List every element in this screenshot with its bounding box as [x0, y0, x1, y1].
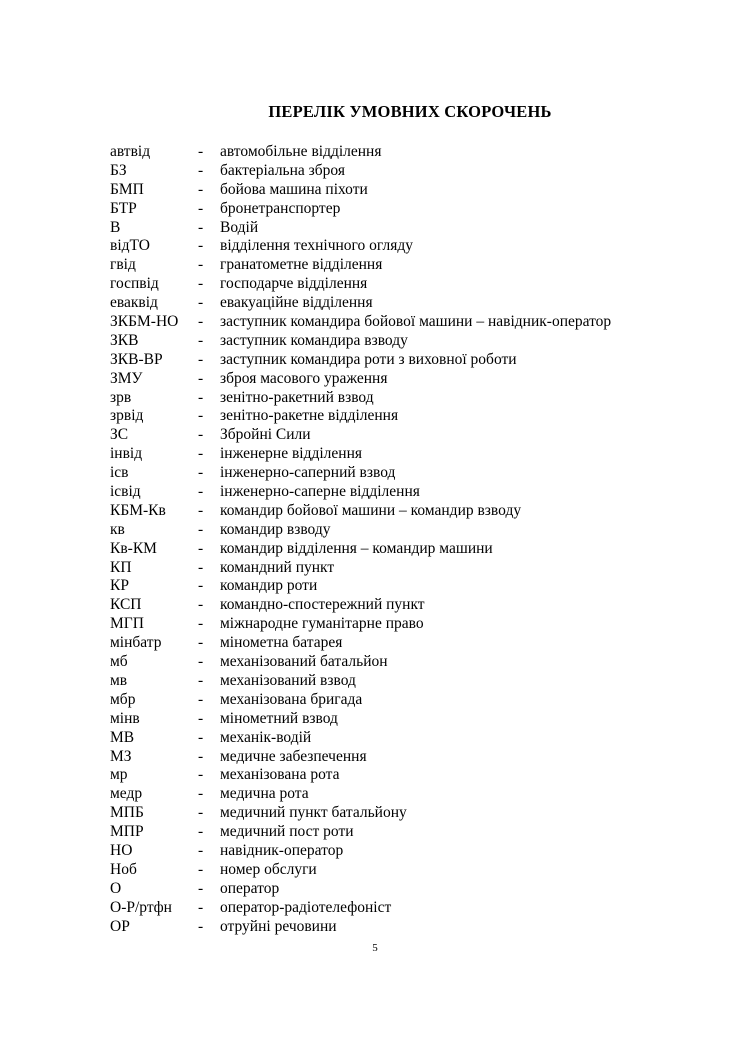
abbreviations-list [110, 143, 670, 936]
abbreviation-description: медичний пост роти [220, 823, 354, 841]
abbreviation-description: командир взводу [220, 520, 331, 538]
dash-separator: - [198, 407, 204, 425]
abbreviation-description: бойова машина піхоти [220, 180, 368, 198]
page-title: ПЕРЕЛІК УМОВНИХ СКОРОЧЕНЬ [268, 102, 552, 121]
abbreviation-description: заступник командира бойової машини – навідник-оператор [220, 313, 612, 331]
abbreviation-row [110, 219, 670, 238]
abbreviation-description: бактеріальна зброя [220, 161, 346, 179]
dash-separator: - [198, 841, 204, 859]
abbreviation-description: механізований батальйон [220, 653, 388, 671]
abbreviation: ЗМУ [110, 369, 143, 387]
dash-separator: - [198, 294, 204, 312]
abbreviation: мінбатр [110, 634, 162, 652]
dash-separator: - [198, 690, 204, 708]
abbreviation-description: командно-спостережний пункт [220, 596, 425, 614]
abbreviation-row [110, 842, 670, 861]
dash-separator: - [198, 483, 204, 501]
abbreviation-description: медичне забезпечення [220, 747, 367, 765]
abbreviation-description: механізована рота [220, 766, 340, 784]
abbreviation-description: міжнародне гуманітарне право [220, 615, 424, 633]
abbreviation-row [110, 237, 670, 256]
abbreviation-row [110, 502, 670, 521]
dash-separator: - [198, 785, 204, 803]
abbreviation-row [110, 143, 670, 162]
abbreviation: БЗ [110, 161, 127, 179]
abbreviation-row [110, 691, 670, 710]
abbreviation: БТР [110, 199, 137, 217]
dash-separator: - [198, 331, 204, 349]
abbreviation-row [110, 804, 670, 823]
abbreviation: МПБ [110, 804, 144, 822]
abbreviation-row [110, 407, 670, 426]
dash-separator: - [198, 426, 204, 444]
abbreviation: мр [110, 766, 128, 784]
abbreviation: КП [110, 558, 132, 576]
dash-separator: - [198, 388, 204, 406]
abbreviation-description: зенітно-ракетний взвод [220, 388, 374, 406]
abbreviation-row [110, 653, 670, 672]
abbreviation-description: зенітно-ракетне відділення [220, 407, 399, 425]
abbreviation-description: автомобільне відділення [220, 143, 382, 160]
abbreviation: госпвід [110, 275, 159, 293]
dash-separator: - [198, 747, 204, 765]
abbreviation: Ноб [110, 860, 137, 878]
abbreviation: О-Р/ртфн [110, 898, 172, 916]
abbreviation-row [110, 332, 670, 351]
abbreviation: мв [110, 671, 128, 689]
abbreviation-description: інженерне відділення [220, 445, 362, 463]
abbreviation: гвід [110, 256, 136, 274]
dash-separator: - [198, 860, 204, 878]
abbreviation-description: заступник командира роти з виховної роботи [220, 350, 517, 368]
dash-separator: - [198, 653, 204, 671]
dash-separator: - [198, 501, 204, 519]
abbreviation: КСП [110, 596, 142, 614]
abbreviation: НО [110, 841, 133, 859]
abbreviation: ісв [110, 464, 129, 482]
abbreviation: КБМ-Кв [110, 501, 166, 519]
abbreviation-row [110, 861, 670, 880]
abbreviation-row [110, 899, 670, 918]
abbreviation-description: Збройні Сили [220, 426, 311, 444]
dash-separator: - [198, 237, 204, 255]
abbreviation-row [110, 748, 670, 767]
abbreviation-row [110, 880, 670, 899]
dash-separator: - [198, 256, 204, 274]
abbreviation: ОР [110, 917, 130, 935]
abbreviation-row [110, 729, 670, 748]
dash-separator: - [198, 879, 204, 897]
abbreviation: медр [110, 785, 143, 803]
abbreviation-description: медична рота [220, 785, 309, 803]
abbreviation-description: оператор-радіотелефоніст [220, 898, 392, 916]
abbreviation-row [110, 351, 670, 370]
abbreviation: мб [110, 653, 128, 671]
abbreviation-description: інженерно-саперне відділення [220, 483, 420, 501]
abbreviation-row [110, 615, 670, 634]
abbreviation: ісвід [110, 483, 141, 501]
abbreviation-description: механізована бригада [220, 690, 363, 708]
abbreviation: МГП [110, 615, 144, 633]
dash-separator: - [198, 275, 204, 293]
dash-separator: - [198, 671, 204, 689]
abbreviation: зрвід [110, 407, 144, 425]
abbreviation: автвід [110, 143, 151, 160]
abbreviation-description: мінометний взвод [220, 709, 338, 727]
dash-separator: - [198, 823, 204, 841]
page-number: 5 [372, 942, 378, 954]
abbreviation-description: навідник-оператор [220, 841, 344, 859]
abbreviation-row [110, 559, 670, 578]
abbreviation-row [110, 823, 670, 842]
abbreviation: КР [110, 577, 129, 595]
abbreviation-description: Водій [220, 218, 259, 236]
abbreviation: БМП [110, 180, 144, 198]
abbreviation-description: бронетранспортер [220, 199, 341, 217]
dash-separator: - [198, 615, 204, 633]
abbreviation-description: командир роти [220, 577, 318, 595]
abbreviation: МПР [110, 823, 144, 841]
abbreviation: ЗС [110, 426, 129, 444]
dash-separator: - [198, 596, 204, 614]
dash-separator: - [198, 898, 204, 916]
dash-separator: - [198, 464, 204, 482]
abbreviation-row [110, 483, 670, 502]
abbreviation-row [110, 426, 670, 445]
abbreviation-description: командир відділення – командир машини [220, 539, 493, 557]
abbreviation: Кв-КМ [110, 539, 157, 557]
abbreviation-row [110, 918, 670, 937]
abbreviation-row [110, 540, 670, 559]
abbreviation: кв [110, 520, 125, 538]
abbreviation-description: медичний пункт батальйону [220, 804, 407, 822]
abbreviation-description: мінометна батарея [220, 634, 343, 652]
dash-separator: - [198, 709, 204, 727]
abbreviation-description: гранатометне відділення [220, 256, 383, 274]
dash-separator: - [198, 161, 204, 179]
abbreviation-row [110, 275, 670, 294]
abbreviation-row [110, 181, 670, 200]
abbreviation: еваквід [110, 294, 158, 312]
dash-separator: - [198, 369, 204, 387]
abbreviation: ЗКБМ-НО [110, 313, 179, 331]
dash-separator: - [198, 218, 204, 236]
dash-separator: - [198, 199, 204, 217]
abbreviation-row [110, 256, 670, 275]
abbreviation: інвід [110, 445, 143, 463]
abbreviation-description: механік-водій [220, 728, 312, 746]
abbreviation-row [110, 710, 670, 729]
abbreviation: ЗКВ [110, 331, 139, 349]
dash-separator: - [198, 577, 204, 595]
abbreviation-row [110, 464, 670, 483]
abbreviation: мінв [110, 709, 140, 727]
abbreviation-description: інженерно-саперний взвод [220, 464, 396, 482]
dash-separator: - [198, 313, 204, 331]
abbreviation-row [110, 162, 670, 181]
abbreviation-description: оператор [220, 879, 280, 897]
abbreviation: відТО [110, 237, 150, 255]
dash-separator: - [198, 180, 204, 198]
dash-separator: - [198, 539, 204, 557]
abbreviation-row [110, 785, 670, 804]
abbreviation: зрв [110, 388, 132, 406]
dash-separator: - [198, 804, 204, 822]
abbreviation-row [110, 445, 670, 464]
dash-separator: - [198, 728, 204, 746]
abbreviation: ЗКВ-ВР [110, 350, 163, 368]
abbreviation-row [110, 766, 670, 785]
abbreviation-row [110, 389, 670, 408]
abbreviation-description: командний пункт [220, 558, 335, 576]
abbreviation-description: отруйні речовини [220, 917, 337, 935]
abbreviation-row [110, 200, 670, 219]
dash-separator: - [198, 143, 204, 160]
abbreviation-row [110, 370, 670, 389]
dash-separator: - [198, 520, 204, 538]
abbreviation-row [110, 294, 670, 313]
abbreviation-description: заступник командира взводу [220, 331, 408, 349]
abbreviation: В [110, 218, 121, 236]
abbreviation: МВ [110, 728, 135, 746]
dash-separator: - [198, 917, 204, 935]
abbreviation-row [110, 313, 670, 332]
dash-separator: - [198, 558, 204, 576]
abbreviation: О [110, 879, 122, 897]
abbreviation: МЗ [110, 747, 132, 765]
abbreviation-row [110, 672, 670, 691]
abbreviation-row [110, 634, 670, 653]
abbreviation-row [110, 521, 670, 540]
abbreviation-description: зброя масового ураження [220, 369, 388, 387]
abbreviation-description: господарче відділення [220, 275, 368, 293]
abbreviation-description: евакуаційне відділення [220, 294, 373, 312]
dash-separator: - [198, 766, 204, 784]
abbreviation-description: відділення технічного огляду [220, 237, 413, 255]
dash-separator: - [198, 350, 204, 368]
abbreviation-row [110, 596, 670, 615]
dash-separator: - [198, 445, 204, 463]
abbreviation: мбр [110, 690, 136, 708]
dash-separator: - [198, 634, 204, 652]
abbreviation-description: командир бойової машини – командир взводу [220, 501, 522, 519]
abbreviation-description: номер обслуги [220, 860, 317, 878]
abbreviation-row [110, 577, 670, 596]
abbreviation-description: механізований взвод [220, 671, 356, 689]
